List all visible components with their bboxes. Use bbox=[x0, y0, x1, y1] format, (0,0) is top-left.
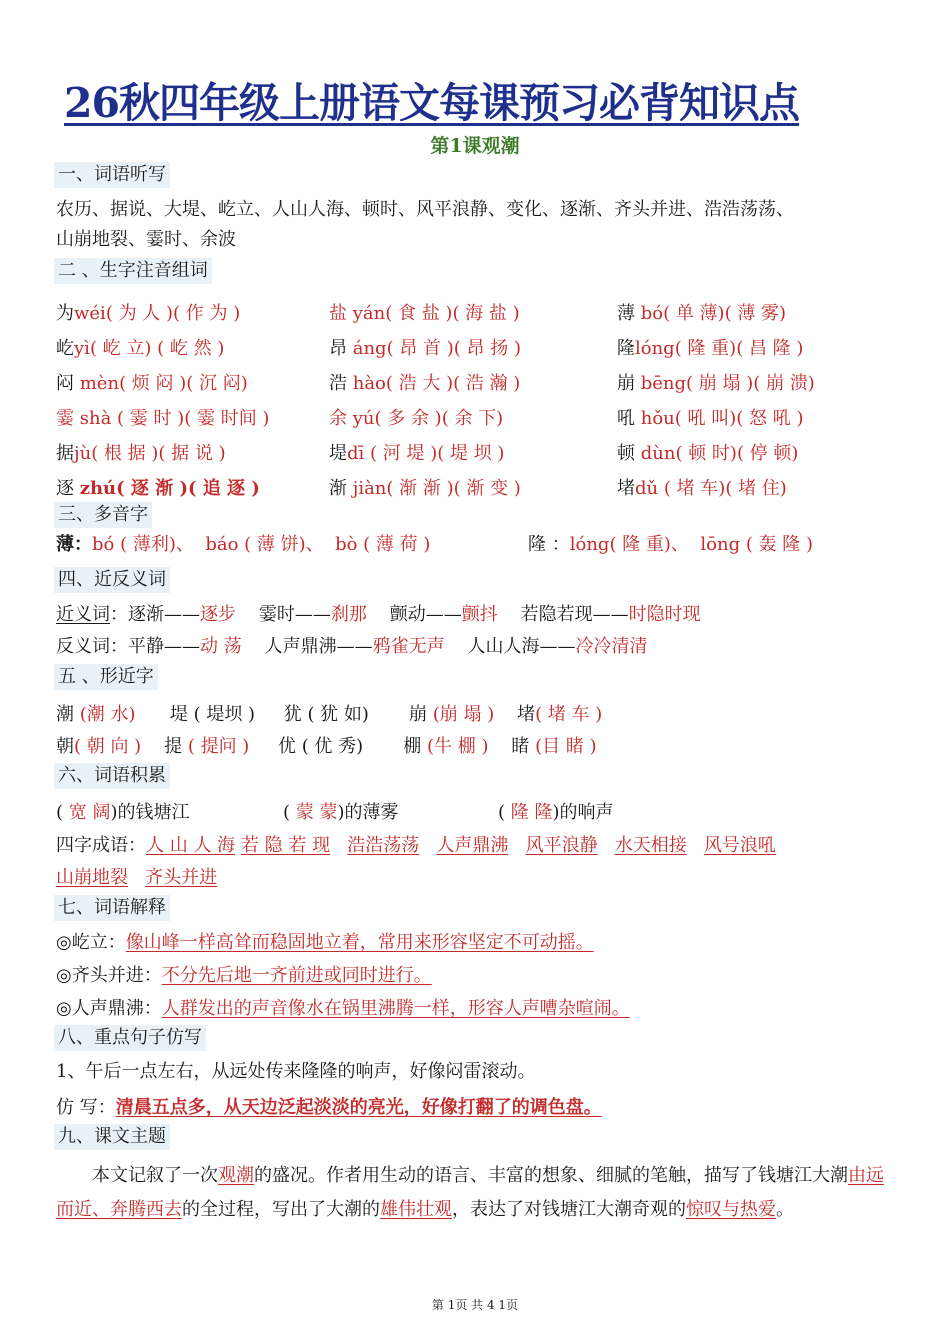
theme-paragraph: 本文记叙了一次观潮的盛况。作者用生动的语言、丰富的想象、细腻的笔触，描写了钱塘江大潮由远而近、奔腾西去的全过程，写出了大潮的雄伟壮观，表达了对钱塘江大潮奇观的惊叹与热爱。 bbox=[56, 1165, 884, 1220]
similar-row-1: 潮 (潮 水) 堤 ( 堤坝 ) 犹 ( 犹 如) 崩 (崩 塌 ) 堵( 堵 车 ) bbox=[56, 704, 603, 725]
section-dictation-header: 一、词语听写 bbox=[54, 162, 170, 188]
accumulate-phrases: ( 宽 阔)的钱塘江 bbox=[56, 802, 190, 823]
dictation-line-1: 农历、据说、大堤、屹立、人山人海、顿时、风平浪静、变化、逐渐、齐头并进、浩浩荡荡、 bbox=[56, 199, 794, 220]
section-sentence-header: 八、重点句子仿写 bbox=[54, 1025, 206, 1051]
accumulate-phrase-2: ( 蒙 蒙)的薄雾 bbox=[283, 802, 399, 823]
section-explain-header: 七、词语解释 bbox=[54, 895, 170, 921]
synonyms-line: 近义词：逐渐——逐步 霎时——刹那 颤动——颤抖 若隐若现——时隐时现 bbox=[56, 604, 701, 625]
idioms-block: 四字成语：人 山 人 海 若 隐 若 现 浩浩荡荡 人声鼎沸 风平浪静 水天相接 风号浪吼 山崩地裂 齐头并进 bbox=[56, 835, 776, 888]
section-accumulate-header: 六、词语积累 bbox=[54, 763, 170, 789]
page-footer: 第 1页 共 4 1页 bbox=[431, 1298, 519, 1312]
section-similar-header: 五 、形近字 bbox=[54, 664, 158, 690]
lesson-title: 第1课观潮 bbox=[430, 135, 520, 157]
polyphone-long: 隆 ：lóng( 隆 重)、 lōng ( 轰 隆 ) bbox=[528, 534, 814, 555]
accumulate-phrase-3: ( 隆 隆)的响声 bbox=[498, 802, 614, 823]
explain-item: ◎齐头并进：不分先后地一齐前进或同时进行。 bbox=[56, 965, 432, 986]
section-polyphones-header: 三、多音字 bbox=[54, 502, 152, 528]
explain-item: ◎人声鼎沸：人群发出的声音像水在锅里沸腾一样，形容人声嘈杂喧闹。 bbox=[56, 998, 630, 1019]
sentence-imitation: 仿 写：清晨五点多，从天边泛起淡淡的亮光，好像打翻了的调色盘。 bbox=[56, 1097, 602, 1118]
dictation-line-2: 山崩地裂、霎时、余波 bbox=[56, 229, 236, 250]
page-title: 26秋四年级上册语文每课预习必背知识点 bbox=[64, 79, 800, 127]
section-characters-header: 二 、生字注音组词 bbox=[54, 258, 212, 284]
antonyms-line: 反义词：平静——动 荡 人声鼎沸——鸦雀无声 人山人海——冷冷清清 bbox=[56, 636, 648, 657]
similar-row-2: 朝( 朝 向 ) 提 ( 提问 ) 优 ( 优 秀) 棚 (牛 棚 ) 睹 (目 睹 ) bbox=[56, 736, 597, 757]
polyphone-bo: 薄：bó ( 薄利)、 báo ( 薄 饼)、 bò ( 薄 荷 ) bbox=[56, 534, 431, 555]
section-theme-header: 九、课文主题 bbox=[54, 1124, 170, 1150]
explain-item: ◎屹立：像山峰一样高耸而稳固地立着，常用来形容坚定不可动摇。 bbox=[56, 932, 594, 953]
sentence-original: 1、午后一点左右，从远处传来隆隆的响声，好像闷雷滚动。 bbox=[56, 1061, 536, 1082]
section-synonyms-header: 四、近反义词 bbox=[54, 567, 170, 593]
